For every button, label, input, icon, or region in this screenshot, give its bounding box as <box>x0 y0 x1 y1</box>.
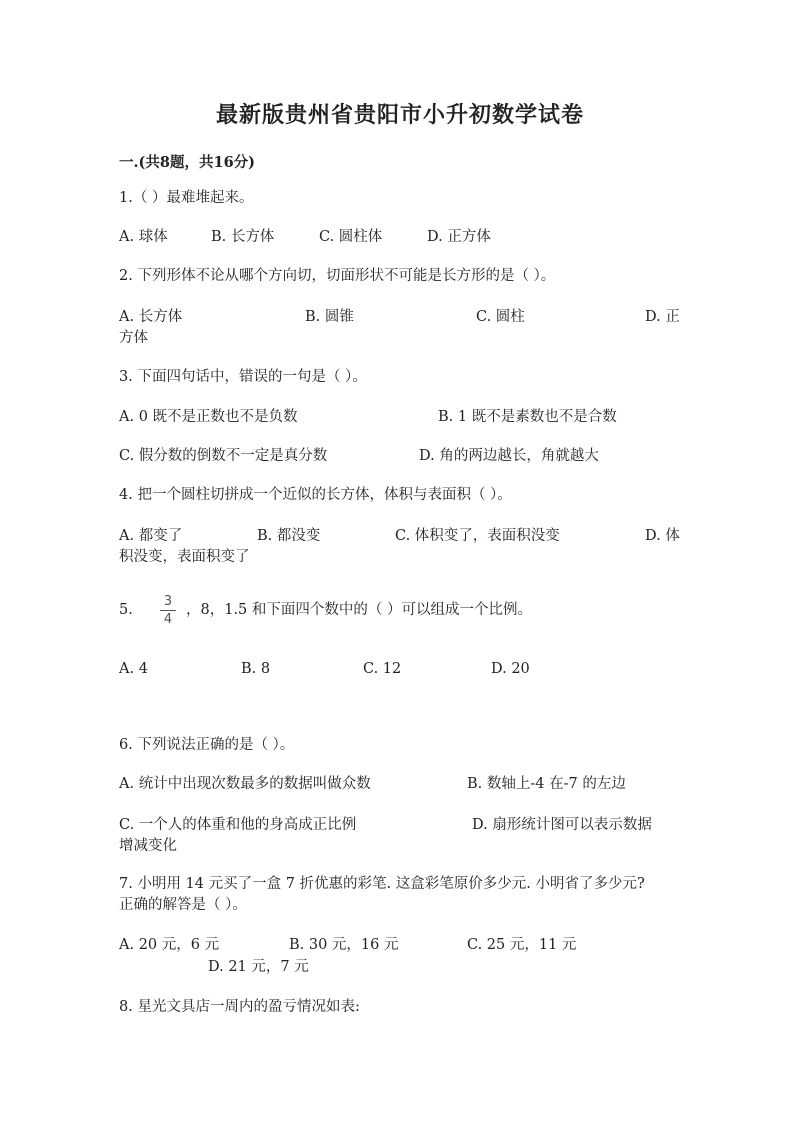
q5-stem: ，8，1.5 和下面四个数中的（ ）可以组成一个比例。 <box>186 602 533 618</box>
q3-option-c: C. 假分数的倒数不一定是真分数 <box>119 448 328 464</box>
exam-title: 最新版贵州省贵阳市小升初数学试卷 <box>215 102 584 128</box>
fraction-numerator: 3 <box>163 594 173 609</box>
q5-option-b: B. 8 <box>241 661 271 677</box>
q4-option-c: C. 体积变了，表面积没变 <box>395 528 560 544</box>
q4-stem: 4. 把一个圆柱切拼成一个近似的长方体，体积与表面积（ ）。 <box>119 487 512 503</box>
q5-option-c: C. 12 <box>363 661 402 677</box>
q2-option-d-continued: 方体 <box>119 330 148 346</box>
q7-stem-line1: 7. 小明用 14 元买了一盒 7 折优惠的彩笔. 这盒彩笔原价多少元. 小明省了多少元? <box>119 876 645 892</box>
q6-stem: 6. 下列说法正确的是（ ）。 <box>119 737 295 753</box>
q4-option-a: A. 都变了 <box>119 528 183 544</box>
q1-option-d: D. 正方体 <box>427 229 491 245</box>
q1-option-b: B. 长方体 <box>211 229 275 245</box>
q3-option-b: B. 1 既不是素数也不是合数 <box>438 409 617 425</box>
q6-option-d-continued: 增减变化 <box>119 838 177 854</box>
q6-option-d: D. 扇形统计图可以表示数据 <box>472 817 652 833</box>
q1-stem: 1.（ ）最难堆起来。 <box>119 190 254 206</box>
q5-option-d: D. 20 <box>491 661 530 677</box>
q1-option-c: C. 圆柱体 <box>319 229 383 245</box>
q7-option-b: B. 30 元，16 元 <box>289 937 399 953</box>
q3-stem: 3. 下面四句话中，错误的一句是（ ）。 <box>119 369 367 385</box>
q6-option-c: C. 一个人的体重和他的身高成正比例 <box>119 817 357 833</box>
q8-stem: 8. 星光文具店一周内的盈亏情况如表: <box>119 999 360 1015</box>
q6-option-a: A. 统计中出现次数最多的数据叫做众数 <box>119 776 371 792</box>
q5-option-a: A. 4 <box>119 661 148 677</box>
q4-option-b: B. 都没变 <box>257 528 321 544</box>
q2-option-b: B. 圆锥 <box>305 309 354 325</box>
q2-option-c: C. 圆柱 <box>476 309 525 325</box>
q4-option-d-continued: 积没变，表面积变了 <box>119 549 250 565</box>
q1-option-a: A. 球体 <box>119 229 168 245</box>
q7-option-d: D. 21 元，7 元 <box>208 959 309 975</box>
section-header: 一.(共8题，共16分) <box>119 154 256 171</box>
fraction-three-quarters <box>160 594 176 627</box>
q2-option-d: D. 正 <box>645 309 680 325</box>
q7-stem-line2: 正确的解答是（ ）。 <box>119 897 247 913</box>
q5-number: 5. <box>119 602 133 618</box>
q2-stem: 2. 下列形体不论从哪个方向切，切面形状不可能是长方形的是（ ）。 <box>119 268 556 284</box>
q3-option-d: D. 角的两边越长，角就越大 <box>419 448 599 464</box>
fraction-denominator: 4 <box>163 612 173 627</box>
q2-option-a: A. 长方体 <box>119 309 183 325</box>
fraction-bar <box>160 610 176 611</box>
q3-option-a: A. 0 既不是正数也不是负数 <box>119 409 298 425</box>
q6-option-b: B. 数轴上-4 在-7 的左边 <box>467 776 626 792</box>
q7-option-c: C. 25 元，11 元 <box>467 937 577 953</box>
q7-option-a: A. 20 元，6 元 <box>119 937 220 953</box>
q4-option-d: D. 体 <box>645 528 680 544</box>
